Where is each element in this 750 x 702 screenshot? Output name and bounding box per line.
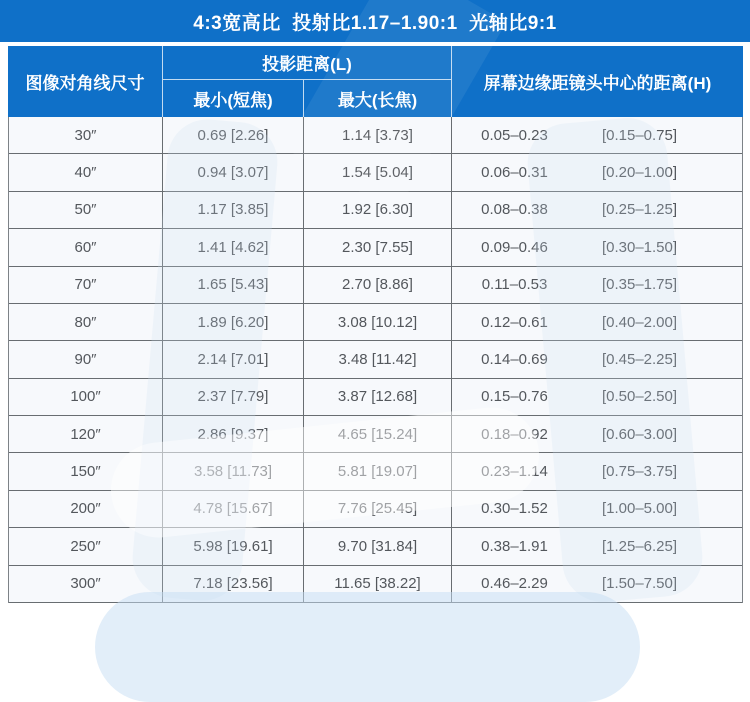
max-distance-cell: 4.65 [15.24]	[304, 416, 452, 452]
h-distance-cell	[452, 566, 742, 602]
h-range-value: 0.08–0.38	[481, 201, 548, 219]
h-range-value: 0.11–0.53	[481, 276, 548, 294]
table-row	[9, 229, 742, 266]
max-distance-cell: 9.70 [31.84]	[304, 528, 452, 564]
h-range-bracket-value: [1.50–7.50]	[601, 575, 678, 593]
min-distance-cell: 2.86 [9.37]	[163, 416, 304, 452]
min-distance-cell: 1.89 [6.20]	[163, 304, 304, 340]
table-row	[9, 192, 742, 229]
h-range-bracket-value: [0.50–2.50]	[601, 388, 678, 406]
h-distance-cell	[452, 192, 742, 228]
max-distance-cell: 3.87 [12.68]	[304, 379, 452, 415]
min-distance-cell: 7.18 [23.56]	[163, 566, 304, 602]
diagonal-size-cell: 250″	[9, 528, 163, 564]
min-distance-cell: 0.69 [2.26]	[163, 117, 304, 153]
table-header	[8, 46, 743, 117]
table-row	[9, 379, 742, 416]
table-row	[9, 117, 742, 154]
diagonal-size-cell: 60″	[9, 229, 163, 265]
watermark-blob	[95, 592, 640, 702]
h-distance-cell	[452, 416, 742, 452]
table-body	[8, 117, 743, 603]
h-distance-cell	[452, 491, 742, 527]
min-distance-cell: 1.17 [3.85]	[163, 192, 304, 228]
table-row	[9, 528, 742, 565]
max-distance-cell: 1.14 [3.73]	[304, 117, 452, 153]
table-row	[9, 491, 742, 528]
table-row	[9, 416, 742, 453]
min-distance-cell: 0.94 [3.07]	[163, 154, 304, 190]
header-diagonal-size: 图像对角线尺寸	[8, 46, 163, 117]
max-distance-cell: 3.48 [11.42]	[304, 341, 452, 377]
h-range-value: 0.12–0.61	[481, 313, 548, 331]
diagonal-size-cell: 120″	[9, 416, 163, 452]
h-range-value: 0.23–1.14	[481, 463, 548, 481]
h-range-value: 0.06–0.31	[481, 164, 548, 182]
h-range-value: 0.09–0.46	[481, 238, 548, 256]
h-range-value: 0.15–0.76	[481, 388, 548, 406]
diagonal-size-cell: 40″	[9, 154, 163, 190]
min-distance-cell: 5.98 [19.61]	[163, 528, 304, 564]
header-screen-edge-distance: 屏幕边缘距镜头中心的距离(H)	[483, 74, 712, 93]
min-distance-cell: 3.58 [11.73]	[163, 453, 304, 489]
h-range-bracket-value: [0.30–1.50]	[601, 238, 678, 256]
max-distance-cell: 5.81 [19.07]	[304, 453, 452, 489]
min-distance-cell: 4.78 [15.67]	[163, 491, 304, 527]
header-projection-distance: 投影距离(L)	[163, 46, 452, 80]
diagonal-size-cell: 50″	[9, 192, 163, 228]
h-distance-cell	[452, 117, 742, 153]
h-distance-cell	[452, 453, 742, 489]
h-range-bracket-value: [1.25–6.25]	[601, 537, 678, 555]
h-distance-cell	[452, 379, 742, 415]
h-range-bracket-value: [0.60–3.00]	[601, 425, 678, 443]
projection-distance-table	[8, 46, 743, 603]
table-row	[9, 341, 742, 378]
h-range-value: 0.05–0.23	[481, 126, 548, 144]
h-range-value: 0.14–0.69	[481, 350, 548, 368]
diagonal-size-cell: 80″	[9, 304, 163, 340]
h-distance-cell	[452, 341, 742, 377]
max-distance-cell: 2.70 [8.86]	[304, 267, 452, 303]
h-range-bracket-value: [0.25–1.25]	[601, 201, 678, 219]
max-distance-cell: 11.65 [38.22]	[304, 566, 452, 602]
max-distance-cell: 7.76 [25.45]	[304, 491, 452, 527]
diagonal-size-cell: 90″	[9, 341, 163, 377]
h-range-value: 0.18–0.92	[481, 425, 548, 443]
diagonal-size-cell: 200″	[9, 491, 163, 527]
header-min-short-focus: 最小(短焦)	[163, 80, 304, 117]
table-row	[9, 267, 742, 304]
h-range-value: 0.38–1.91	[481, 537, 548, 555]
max-distance-cell: 1.54 [5.04]	[304, 154, 452, 190]
max-distance-cell: 1.92 [6.30]	[304, 192, 452, 228]
h-distance-cell	[452, 304, 742, 340]
h-range-bracket-value: [0.40–2.00]	[601, 313, 678, 331]
h-range-value: 0.46–2.29	[481, 575, 548, 593]
max-distance-cell: 2.30 [7.55]	[304, 229, 452, 265]
min-distance-cell: 1.41 [4.62]	[163, 229, 304, 265]
max-distance-cell: 3.08 [10.12]	[304, 304, 452, 340]
h-range-bracket-value: [0.15–0.75]	[601, 126, 678, 144]
h-range-bracket-value: [0.45–2.25]	[601, 350, 678, 368]
diagonal-size-cell: 30″	[9, 117, 163, 153]
h-range-bracket-value: [0.20–1.00]	[601, 164, 678, 182]
aspect-ratio-banner	[0, 0, 750, 42]
h-distance-cell	[452, 229, 742, 265]
h-range-bracket-value: [0.35–1.75]	[601, 276, 678, 294]
min-distance-cell: 2.14 [7.01]	[163, 341, 304, 377]
banner-text: 4:3宽高比 投射比1.17–1.90:1 光轴比9:1	[193, 12, 557, 34]
diagonal-size-cell: 150″	[9, 453, 163, 489]
h-range-value: 0.30–1.52	[481, 500, 548, 518]
diagonal-size-cell: 70″	[9, 267, 163, 303]
h-distance-cell	[452, 154, 742, 190]
h-distance-cell	[452, 267, 742, 303]
h-distance-cell	[452, 528, 742, 564]
diagonal-size-cell: 300″	[9, 566, 163, 602]
h-range-bracket-value: [0.75–3.75]	[601, 463, 678, 481]
table-row	[9, 566, 742, 603]
diagonal-size-cell: 100″	[9, 379, 163, 415]
header-max-long-focus: 最大(长焦)	[304, 80, 452, 117]
table-row	[9, 304, 742, 341]
min-distance-cell: 1.65 [5.43]	[163, 267, 304, 303]
table-row	[9, 453, 742, 490]
h-range-bracket-value: [1.00–5.00]	[601, 500, 678, 518]
table-row	[9, 154, 742, 191]
min-distance-cell: 2.37 [7.79]	[163, 379, 304, 415]
